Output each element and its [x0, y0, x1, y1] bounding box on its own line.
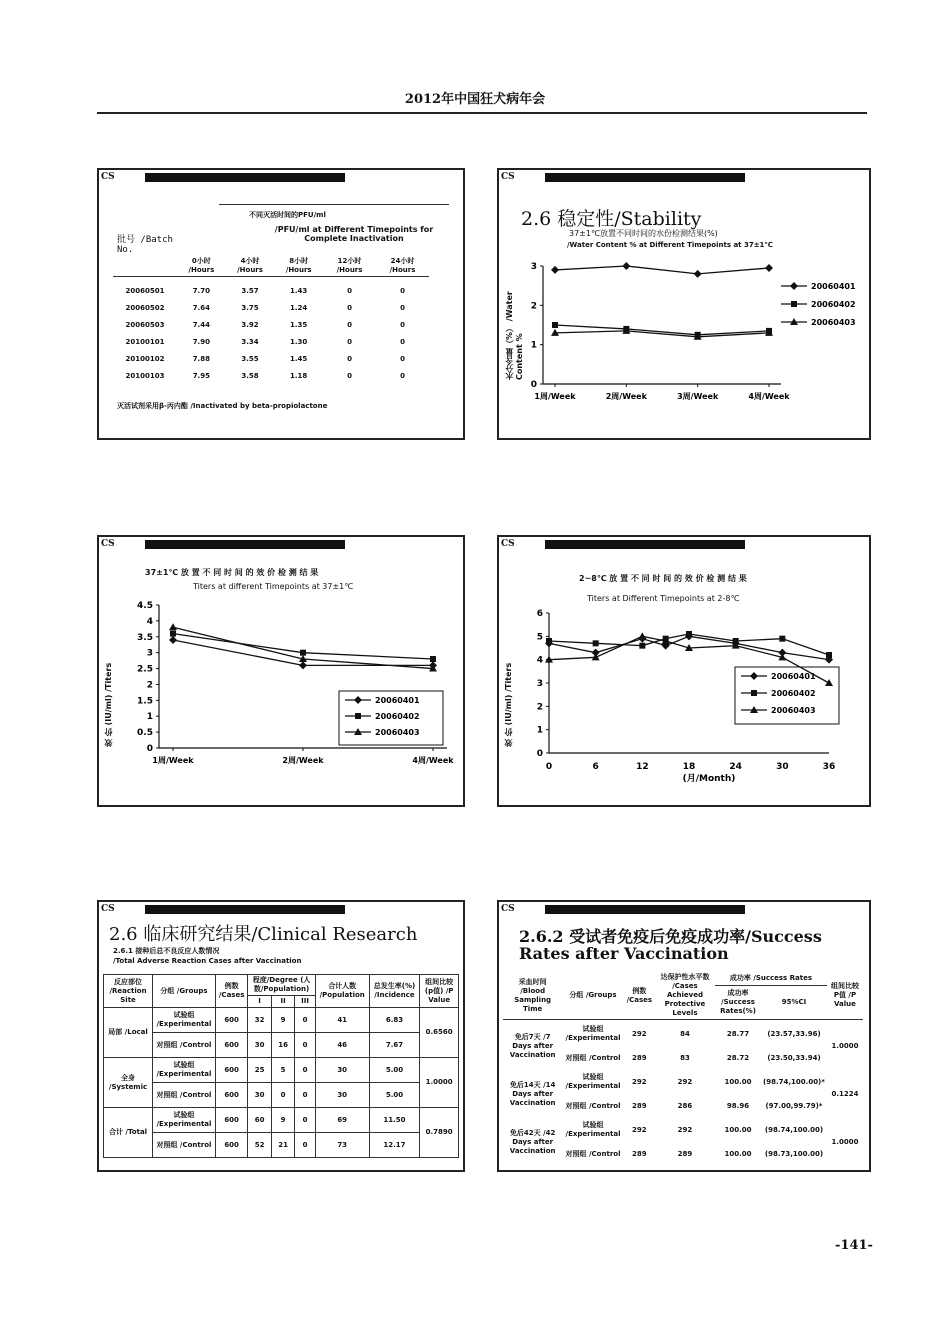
value-cell: 7.67 — [369, 1033, 420, 1058]
degree-header: II — [271, 996, 294, 1008]
table-row — [104, 1008, 459, 1033]
value-cell: 试验组 /Experimental — [565, 1025, 621, 1042]
value-cell: 0 — [400, 354, 405, 363]
value-cell: 84 — [680, 1029, 690, 1038]
slide-stability — [497, 168, 871, 440]
y-tick-label: 3.5 — [137, 632, 153, 643]
value-cell: 0 — [295, 1133, 315, 1158]
pfu-table — [113, 256, 429, 385]
y-tick-label: 1 — [146, 712, 153, 723]
value-cell: 1.24 — [290, 303, 308, 312]
value-cell: 600 — [215, 1008, 248, 1033]
batch-cell: 20060503 — [125, 320, 165, 329]
chart-subtitle-cn: 2~8℃ 放 置 不 同 时 间 的 效 价 检 测 结 果 — [579, 574, 747, 583]
value-cell: 286 — [677, 1101, 693, 1110]
value-cell: 试验组 /Experimental — [565, 1121, 621, 1138]
value-cell: 30 — [248, 1083, 271, 1108]
data-point-diamond — [354, 696, 362, 704]
value-cell: 对照组 /Control — [565, 1101, 621, 1110]
value-cell: (23.57,33.96) — [767, 1029, 821, 1038]
x-tick-label: 4周/Week — [748, 392, 790, 401]
value-cell: 100.00 — [724, 1077, 752, 1086]
data-point-square — [546, 638, 552, 644]
value-cell: 12.17 — [369, 1133, 420, 1158]
degree-header: I — [248, 996, 271, 1008]
value-cell: 292 — [677, 1077, 693, 1086]
subtitle-en: /Total Adverse Reaction Cases after Vaccination — [113, 957, 302, 965]
subtitle-cn: 2.6.1 接种后总不良反应人数情况 — [113, 947, 220, 955]
legend-label: 20060402 — [811, 300, 856, 309]
value-cell: 0 — [347, 286, 352, 295]
value-cell: 3.55 — [241, 354, 259, 363]
table-row — [104, 1058, 459, 1083]
slide-inactivation-table — [97, 168, 465, 440]
titers-37-chart — [117, 593, 459, 803]
col-header: 程度/Degree (人数/Population) — [248, 975, 315, 996]
value-cell: 0 — [400, 286, 405, 295]
batch-cell: 20060502 — [125, 303, 165, 312]
time-cell: 免后7天 /7 Days after Vaccination — [509, 1032, 556, 1059]
value-cell: 0 — [271, 1083, 294, 1108]
col-header: 采血时间 /Blood Sampling Time — [514, 977, 552, 1013]
y-tick-label: 4 — [146, 616, 153, 627]
value-cell: 7.44 — [192, 320, 210, 329]
value-cell: 98.96 — [726, 1101, 750, 1110]
table-footnote: 灭活试剂采用β-丙内酯 /Inactivated by beta-propiolactone — [117, 402, 328, 410]
slide-logo: CS — [101, 172, 115, 182]
value-cell: 289 — [632, 1053, 647, 1062]
data-point-diamond — [750, 672, 758, 680]
x-tick-label: 3周/Week — [677, 392, 719, 401]
value-cell: 28.77 — [726, 1029, 750, 1038]
value-cell: 对照组 /Control — [153, 1083, 216, 1108]
slide-titlebar — [499, 537, 759, 551]
x-tick-label: 0 — [545, 762, 553, 772]
table-caption-cn: 不同灭活时间的PFU/ml — [249, 211, 326, 219]
value-cell: 46 — [315, 1033, 369, 1058]
col-header: 总发生率(%) /Incidence — [369, 975, 420, 1008]
y-tick-label: 0 — [146, 744, 153, 754]
table-header-row — [503, 972, 863, 985]
value-cell: 0 — [347, 371, 352, 380]
x-tick-label: 24 — [729, 762, 742, 772]
site-cell: 全身 /Systemic — [104, 1058, 153, 1108]
slide-logo: CS — [101, 539, 115, 549]
y-tick-label: 5 — [536, 632, 543, 643]
p-value-cell: 0.6560 — [420, 1008, 459, 1058]
table-row — [113, 283, 429, 300]
value-cell: (98.74,100.00)* — [763, 1077, 825, 1086]
legend-label: 20060403 — [375, 728, 420, 737]
value-cell: (97.00,99.79)* — [765, 1101, 823, 1110]
value-cell: 100.00 — [724, 1125, 752, 1134]
value-cell: 0 — [295, 1083, 315, 1108]
y-tick-label: 3 — [530, 262, 537, 272]
divider — [219, 204, 449, 205]
col-header: 组间比较P值 /P Value — [830, 982, 859, 1008]
table-header-row — [113, 256, 429, 277]
value-cell: 600 — [215, 1033, 248, 1058]
value-cell: 试验组 /Experimental — [153, 1108, 216, 1133]
value-cell: 28.72 — [726, 1053, 750, 1062]
data-point-triangle — [825, 679, 833, 686]
table-row — [503, 1022, 863, 1046]
value-cell: 0 — [347, 337, 352, 346]
slide-titers-37 — [97, 535, 465, 807]
y-tick-label: 3 — [146, 648, 153, 659]
col-header: 8小时 /Hours — [285, 257, 312, 274]
value-cell: 600 — [215, 1108, 248, 1133]
slide-titlebar — [99, 902, 359, 916]
slide-logo: CS — [101, 904, 115, 914]
y-tick-label: 0 — [536, 749, 543, 759]
value-cell: (98.74,100.00) — [764, 1125, 824, 1134]
value-cell: 7.64 — [192, 303, 210, 312]
legend-label: 20060403 — [771, 706, 816, 715]
value-cell: 0 — [347, 354, 352, 363]
redacted-bar — [545, 540, 745, 549]
value-cell: 600 — [215, 1058, 248, 1083]
chart-subtitle-cn: 37±1℃ 放 置 不 同 时 间 的 效 价 检 测 结 果 — [145, 568, 319, 577]
slide-title-line1: 2.6.2 受试者免疫后免疫成功率/Success — [519, 927, 822, 946]
y-tick-label: 2 — [146, 680, 153, 691]
slide-logo: CS — [501, 172, 515, 182]
batch-label: 批号 /Batch No. — [117, 235, 173, 255]
value-cell: 3.58 — [241, 371, 259, 380]
redacted-bar — [545, 905, 745, 914]
chart-subtitle-cn: 37±1℃放置不同时间的水份检测结果(%) — [569, 229, 718, 238]
x-tick-label: 6 — [592, 762, 599, 772]
slide-titlebar — [99, 170, 359, 184]
x-tick-label: 1周/Week — [534, 392, 576, 401]
x-tick-label: 4周/Week — [412, 756, 454, 765]
value-cell: 60 — [248, 1108, 271, 1133]
data-point-diamond — [694, 270, 702, 278]
value-cell: 0 — [295, 1108, 315, 1133]
series-line-20060401 — [555, 266, 769, 274]
slide-title: 2.6 临床研究结果/Clinical Research — [109, 924, 418, 945]
value-cell: 30 — [248, 1033, 271, 1058]
value-cell: 600 — [215, 1083, 248, 1108]
value-cell: 30 — [315, 1058, 369, 1083]
data-point-square — [552, 322, 558, 328]
y-tick-label: 0 — [530, 380, 537, 390]
page-number: -141- — [835, 1238, 873, 1253]
value-cell: 289 — [632, 1101, 647, 1110]
data-point-square — [779, 636, 785, 642]
value-cell: 292 — [677, 1125, 693, 1134]
value-cell: 41 — [315, 1008, 369, 1033]
redacted-bar — [545, 173, 745, 182]
legend-label: 20060401 — [375, 696, 420, 705]
legend-label: 20060401 — [811, 282, 856, 291]
y-tick-label: 3 — [536, 679, 543, 689]
y-tick-label: 4 — [536, 655, 543, 666]
value-cell: 对照组 /Control — [153, 1033, 216, 1058]
table-row — [503, 1070, 863, 1094]
value-cell: 3.57 — [241, 286, 259, 295]
y-axis-label: 效 价 (IU/ml) /Titers — [104, 662, 113, 747]
value-cell: 100.00 — [724, 1149, 752, 1158]
legend-label: 20060401 — [771, 672, 816, 681]
value-cell: 试验组 /Experimental — [153, 1058, 216, 1083]
value-cell: (23.50,33.94) — [767, 1053, 821, 1062]
data-point-square — [300, 650, 306, 656]
value-cell: 0 — [400, 303, 405, 312]
data-point-square — [355, 713, 361, 719]
table-row — [104, 1033, 459, 1058]
value-cell: 对照组 /Control — [153, 1133, 216, 1158]
col-header: 95%CI — [781, 997, 807, 1006]
slide-titers-2-8 — [497, 535, 871, 807]
slide-title-line2: Rates after Vaccination — [519, 944, 729, 963]
value-cell: 32 — [248, 1008, 271, 1033]
table-row — [113, 351, 429, 368]
legend-label: 20060403 — [811, 318, 856, 327]
col-header: 24小时 /Hours — [389, 257, 416, 274]
value-cell: 3.92 — [241, 320, 259, 329]
value-cell: 6.83 — [369, 1008, 420, 1033]
value-cell: 3.75 — [241, 303, 259, 312]
col-header: 分组 /Groups — [569, 991, 617, 999]
table-header-row — [104, 975, 459, 996]
value-cell: 对照组 /Control — [565, 1149, 621, 1158]
x-tick-label: 18 — [682, 762, 696, 772]
batch-cell: 20060501 — [125, 286, 165, 295]
data-point-square — [593, 640, 599, 646]
p-value-cell: 0.7890 — [420, 1108, 459, 1158]
header-rule — [97, 112, 867, 114]
batch-cell: 20100103 — [125, 371, 165, 380]
data-point-diamond — [551, 266, 559, 274]
data-point-square — [639, 643, 645, 649]
x-tick-label: 30 — [776, 762, 789, 772]
y-tick-label: 1 — [530, 340, 537, 351]
y-tick-label: 2.5 — [137, 664, 153, 675]
value-cell: 292 — [632, 1029, 647, 1038]
col-header: 例数 /Cases — [626, 986, 653, 1004]
p-value-cell: 0.1224 — [831, 1089, 859, 1098]
value-cell: 5 — [271, 1058, 294, 1083]
value-cell: 289 — [677, 1149, 693, 1158]
slide-title: 2.6 稳定性/Stability — [521, 208, 702, 230]
page-header: 2012年中国狂犬病年会 — [404, 92, 546, 107]
x-axis-label: (月/Month) — [682, 774, 736, 784]
col-header: 合计人数 /Population — [315, 975, 369, 1008]
legend-label: 20060402 — [771, 689, 816, 698]
slide-logo: CS — [501, 539, 515, 549]
value-cell: 3.34 — [241, 337, 259, 346]
table-row — [503, 1118, 863, 1142]
y-axis-label: 效 价 (IU/ml) /Titers — [504, 662, 513, 747]
value-cell: 25 — [248, 1058, 271, 1083]
slide-success-rates — [497, 900, 871, 1172]
data-point-triangle — [638, 632, 646, 639]
time-cell: 免后42天 /42 Days after Vaccination — [509, 1128, 556, 1155]
value-cell: 试验组 /Experimental — [565, 1073, 621, 1090]
table-row — [113, 317, 429, 334]
chart-subtitle-en: Titers at Different Timepoints at 2-8℃ — [587, 594, 740, 603]
slide-titlebar — [499, 902, 759, 916]
redacted-bar — [145, 905, 345, 914]
value-cell: 292 — [632, 1125, 647, 1134]
data-point-triangle — [169, 623, 177, 630]
value-cell: 试验组 /Experimental — [153, 1008, 216, 1033]
col-header: 成功率 /Success Rates — [715, 972, 827, 985]
value-cell: 7.70 — [192, 286, 210, 295]
y-tick-label: 2 — [536, 702, 543, 713]
value-cell: (98.73,100.00) — [764, 1149, 824, 1158]
value-cell: 0 — [347, 303, 352, 312]
time-cell: 免后14天 /14 Days after Vaccination — [509, 1080, 556, 1107]
value-cell: 600 — [215, 1133, 248, 1158]
col-header: 组间比较(p值) /P Value — [420, 975, 459, 1008]
value-cell: 0 — [400, 371, 405, 380]
value-cell: 52 — [248, 1133, 271, 1158]
value-cell: 289 — [632, 1149, 647, 1158]
success-rate-table — [503, 972, 863, 1166]
degree-header: III — [295, 996, 315, 1008]
adverse-reaction-table — [103, 974, 459, 1158]
site-cell: 合计 /Total — [104, 1108, 153, 1158]
data-point-diamond — [790, 282, 798, 290]
x-tick-label: 1周/Week — [152, 756, 194, 765]
table-row — [104, 1133, 459, 1158]
data-point-diamond — [765, 264, 773, 272]
table-row — [104, 1083, 459, 1108]
table-row — [113, 334, 429, 351]
value-cell: 7.90 — [192, 337, 210, 346]
value-cell: 1.45 — [290, 354, 308, 363]
value-cell: 0 — [295, 1058, 315, 1083]
y-tick-label: 6 — [536, 609, 543, 619]
value-cell: 1.30 — [290, 337, 308, 346]
value-cell: 30 — [315, 1083, 369, 1108]
y-axis-label: 水分含量（%） /Water Content % — [505, 291, 524, 380]
y-tick-label: 0.5 — [137, 728, 153, 739]
y-tick-label: 2 — [530, 301, 537, 312]
chart-subtitle-en: Titers at different Timepoints at 37±1℃ — [193, 582, 354, 591]
value-cell: 11.50 — [369, 1108, 420, 1133]
x-tick-label: 36 — [822, 762, 836, 772]
p-value-cell: 1.0000 — [420, 1058, 459, 1108]
table-caption-en: /PFU/ml at Different Timepoints for Complete Inactivation — [274, 225, 434, 243]
water-content-chart — [519, 226, 863, 436]
value-cell: 5.00 — [369, 1083, 420, 1108]
slide-titlebar — [99, 537, 359, 551]
value-cell: 5.00 — [369, 1058, 420, 1083]
value-cell: 292 — [632, 1077, 647, 1086]
p-value-cell: 1.0000 — [831, 1041, 859, 1050]
col-header: 分组 /Groups — [153, 975, 216, 1008]
value-cell: 1.35 — [290, 320, 308, 329]
data-point-square — [826, 652, 832, 658]
slide-clinical — [97, 900, 465, 1172]
legend-label: 20060402 — [375, 712, 420, 721]
value-cell: 1.18 — [290, 371, 308, 380]
table-row — [113, 300, 429, 317]
data-point-square — [751, 690, 757, 696]
site-cell: 局部 /Local — [104, 1008, 153, 1058]
value-cell: 69 — [315, 1108, 369, 1133]
value-cell: 7.95 — [192, 371, 210, 380]
batch-cell: 20100101 — [125, 337, 165, 346]
col-header: 成功率 /Success Rates(%) — [720, 988, 756, 1015]
value-cell: 0 — [400, 337, 405, 346]
batch-cell: 20100102 — [125, 354, 165, 363]
data-point-square — [686, 631, 692, 637]
data-point-diamond — [169, 636, 177, 644]
value-cell: 83 — [680, 1053, 690, 1062]
redacted-bar — [145, 173, 345, 182]
x-tick-label: 12 — [636, 762, 649, 772]
table-row — [113, 368, 429, 385]
table-row — [104, 1108, 459, 1133]
redacted-bar — [145, 540, 345, 549]
data-point-diamond — [299, 661, 307, 669]
value-cell: 21 — [271, 1133, 294, 1158]
col-header: 4小时 /Hours — [237, 257, 263, 274]
col-header: 例数 /Cases — [215, 975, 248, 1008]
value-cell: 0 — [295, 1008, 315, 1033]
data-point-square — [170, 631, 176, 637]
value-cell: 对照组 /Control — [565, 1053, 621, 1062]
x-tick-label: 2周/Week — [282, 756, 324, 765]
col-header: 反应部位 /Reaction Site — [104, 975, 153, 1008]
value-cell: 7.88 — [192, 354, 210, 363]
col-header: 12小时 /Hours — [336, 257, 363, 274]
value-cell: 1.43 — [290, 286, 308, 295]
titers-2-8-chart — [519, 603, 863, 803]
y-tick-label: 1 — [536, 725, 543, 736]
y-tick-label: 4.5 — [137, 601, 153, 611]
data-point-diamond — [622, 262, 630, 270]
value-cell: 0 — [295, 1033, 315, 1058]
col-header: 0小时 /Hours — [188, 257, 215, 274]
slide-logo: CS — [501, 904, 515, 914]
value-cell: 73 — [315, 1133, 369, 1158]
x-tick-label: 2周/Week — [605, 392, 647, 401]
p-value-cell: 1.0000 — [831, 1137, 859, 1146]
data-point-square — [430, 656, 436, 662]
value-cell: 0 — [347, 320, 352, 329]
value-cell: 9 — [271, 1108, 294, 1133]
chart-subtitle-en: /Water Content % at Different Timepoints at 37±1℃ — [567, 241, 773, 249]
slide-titlebar — [499, 170, 759, 184]
y-tick-label: 1.5 — [137, 696, 153, 707]
col-header: 达保护性水平数 /Cases Achieved Protective Levels — [660, 973, 710, 1017]
value-cell: 16 — [271, 1033, 294, 1058]
data-point-square — [791, 301, 797, 307]
value-cell: 9 — [271, 1008, 294, 1033]
value-cell: 0 — [400, 320, 405, 329]
